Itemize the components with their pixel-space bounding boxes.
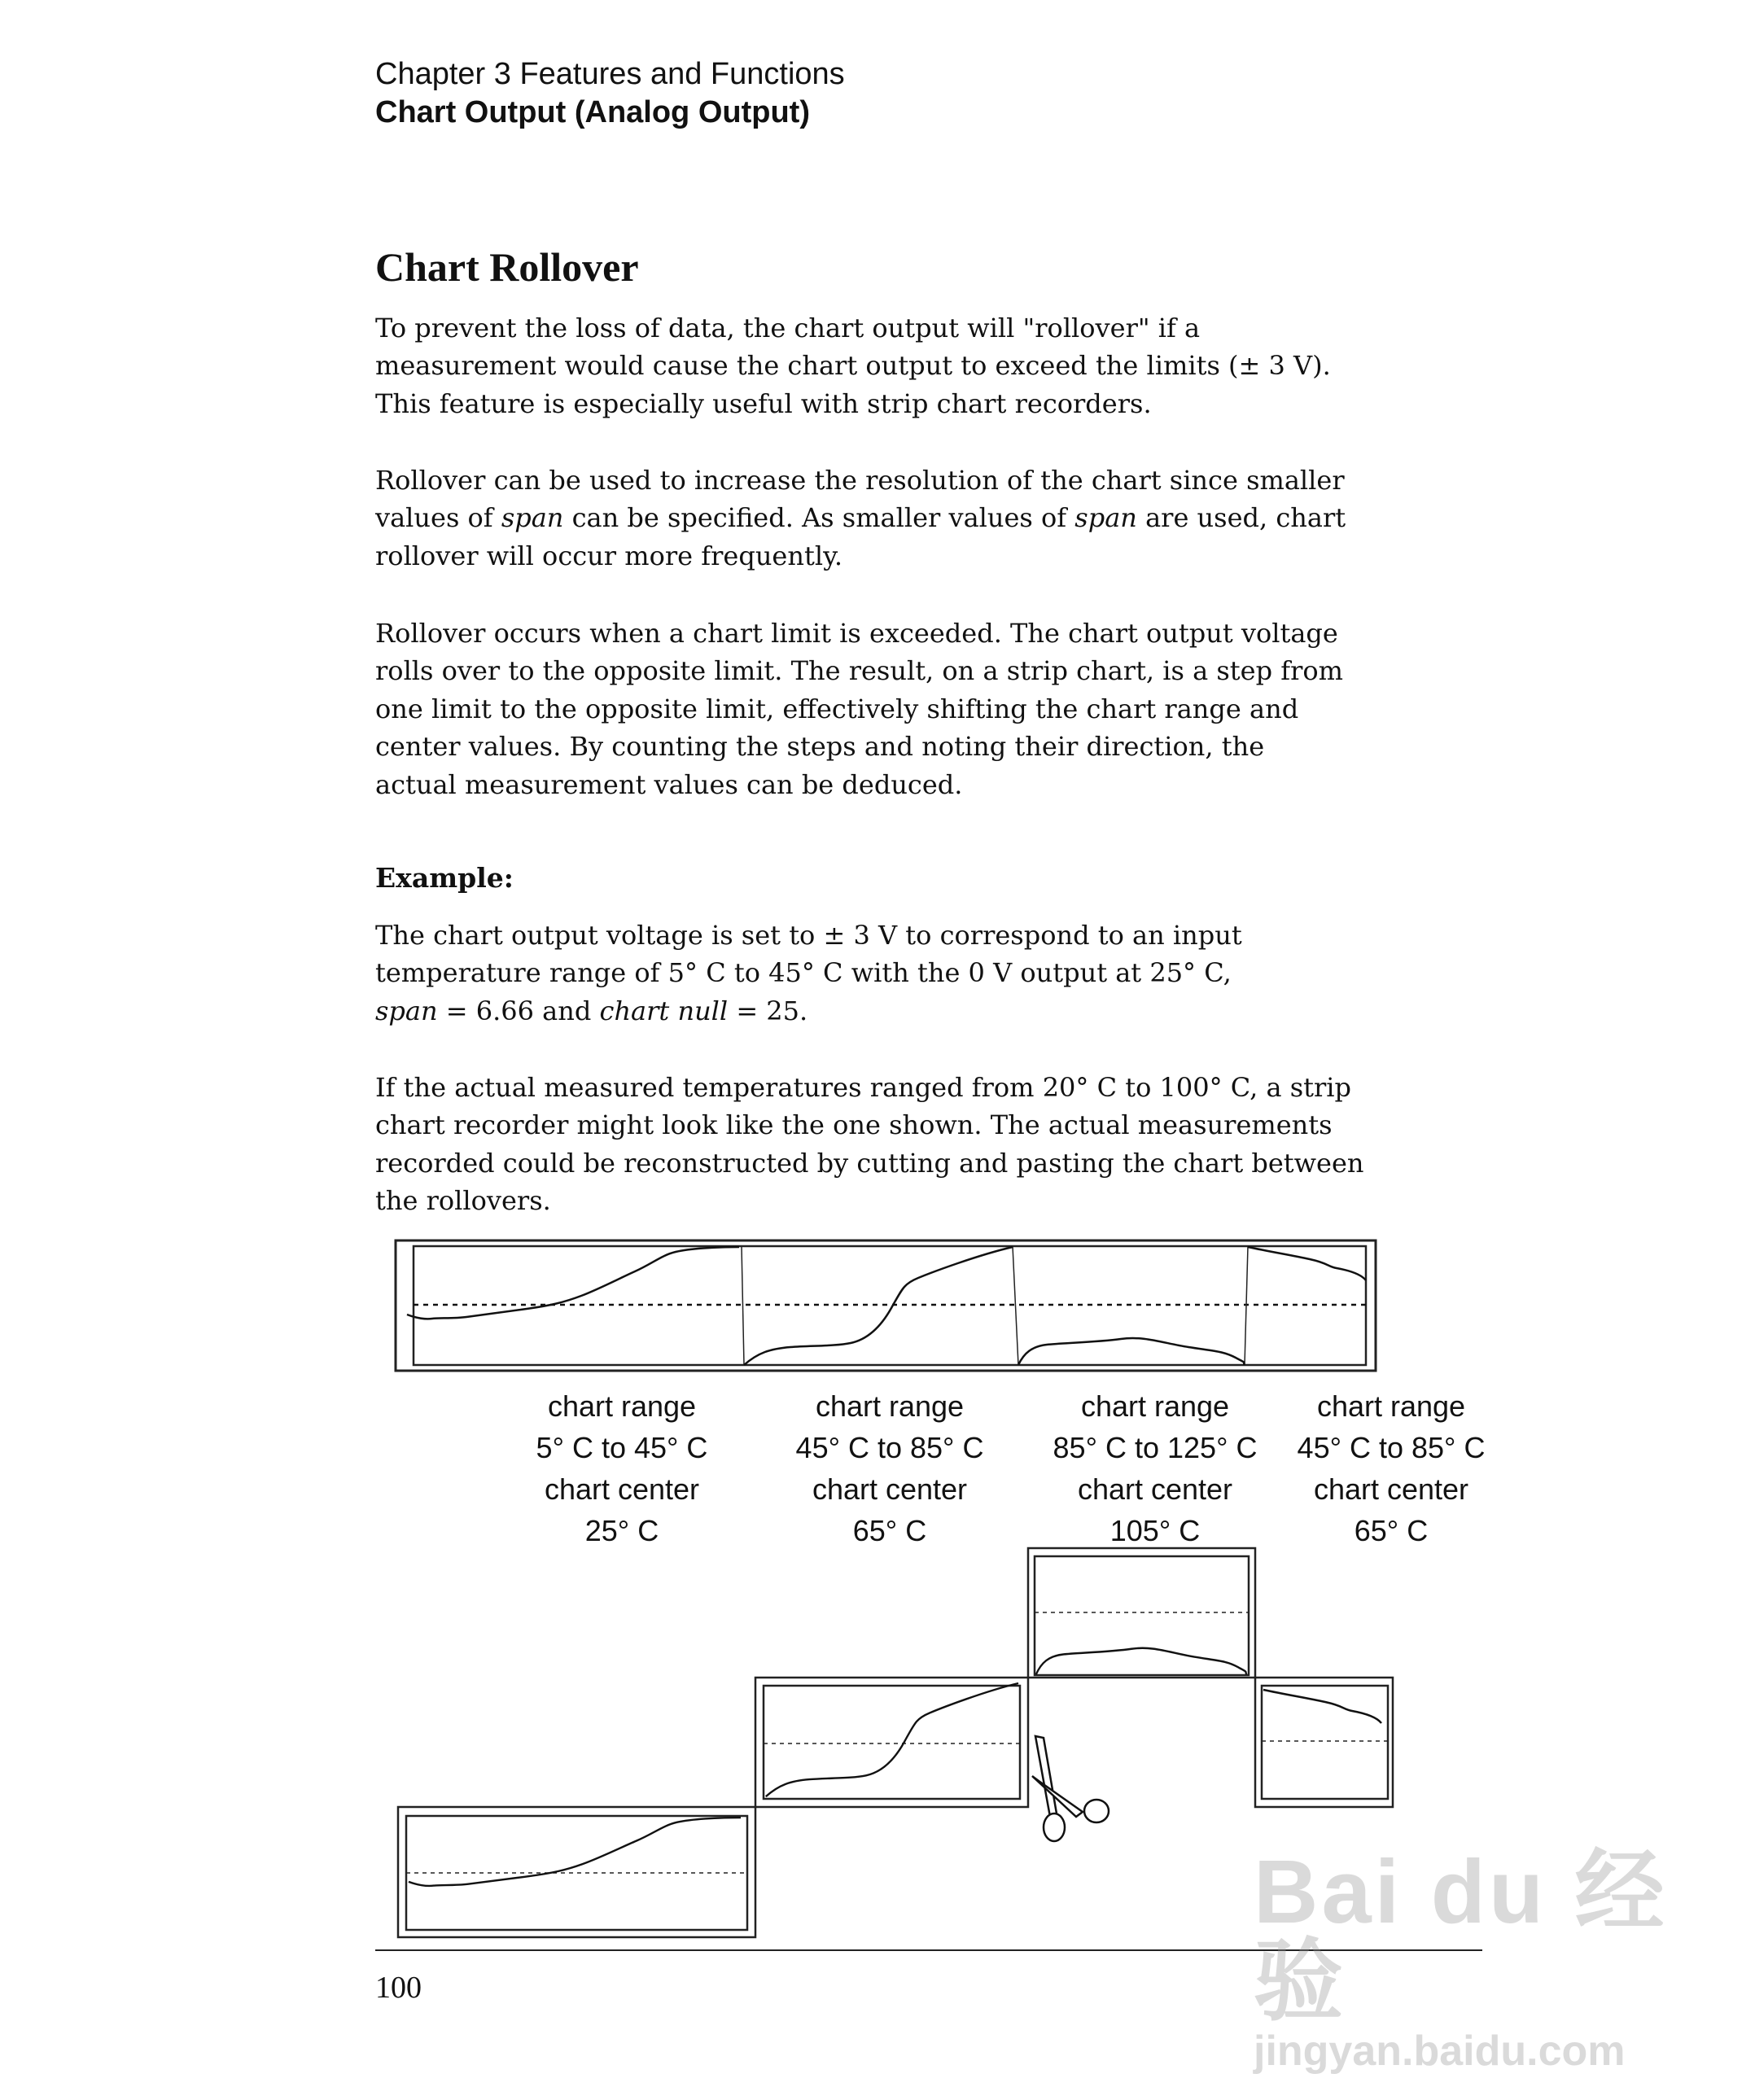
chapter-header: Chapter 3 Features and Functions xyxy=(375,57,845,91)
italic-term: span xyxy=(1074,502,1137,534)
segment-center-label: chart center xyxy=(812,1472,968,1506)
text-run: The chart output voltage is set to ± 3 V to correspond to an input xyxy=(375,920,1242,951)
segment-center: 65° C xyxy=(852,1514,927,1547)
pasted-piece-3 xyxy=(1028,1548,1255,1678)
pasted-piece-4 xyxy=(1255,1678,1393,1807)
pasted-piece-2 xyxy=(755,1678,1028,1807)
segment-center: 25° C xyxy=(584,1514,659,1547)
text-run: = 6.66 and xyxy=(437,995,600,1026)
segment-range-label: chart range xyxy=(547,1389,697,1423)
trace-segment-3 xyxy=(1018,1338,1245,1365)
text-run: actual measurement values can be deduced. xyxy=(375,768,963,800)
text-run: rolls over to the opposite limit. The result, on a strip chart, is a step from xyxy=(375,655,1343,687)
segment-4-labels xyxy=(1269,1385,1513,1551)
segment-1-labels xyxy=(500,1385,744,1551)
text-run: center values. By counting the steps and noting their direction, the xyxy=(375,731,1265,763)
segment-center: 105° C xyxy=(1109,1514,1201,1547)
segment-range-label: chart range xyxy=(1080,1389,1230,1423)
segment-3-labels xyxy=(1033,1385,1277,1551)
text-run: rollover will occur more frequently. xyxy=(375,540,843,571)
page-title: Chart Rollover xyxy=(375,244,639,290)
italic-term: span xyxy=(501,502,564,534)
text-run: can be specified. As smaller values of xyxy=(563,502,1075,534)
segment-center-label: chart center xyxy=(1313,1472,1469,1506)
text-run: = 25. xyxy=(728,995,808,1026)
text-run: Rollover can be used to increase the resolution of the chart since smaller xyxy=(375,465,1345,496)
text-run: one limit to the opposite limit, effectively shifting the chart range and xyxy=(375,693,1299,724)
italic-term: chart null xyxy=(599,995,729,1026)
text-run: are used, chart xyxy=(1136,502,1346,534)
segment-range: 45° C to 85° C xyxy=(1297,1431,1486,1464)
segment-range-label: chart range xyxy=(815,1389,965,1423)
text-run: If the actual measured temperatures ranged from 20° C to 100° C, a strip xyxy=(375,1072,1352,1103)
segment-center: 65° C xyxy=(1354,1514,1429,1547)
segment-range: 85° C to 125° C xyxy=(1053,1431,1258,1464)
text-run: recorded could be reconstructed by cutting and pasting the chart between xyxy=(375,1147,1364,1179)
example-heading: Example: xyxy=(375,862,514,894)
segment-range: 5° C to 45° C xyxy=(536,1431,708,1464)
trace-segment-1 xyxy=(407,1247,739,1319)
rollover-step xyxy=(742,1246,744,1365)
text-run: the rollovers. xyxy=(375,1185,551,1217)
text-run: This feature is especially useful with strip chart recorders. xyxy=(375,387,1152,419)
page-number: 100 xyxy=(375,1971,422,2005)
trace-segment-2 xyxy=(744,1247,1013,1365)
segment-range-label: chart range xyxy=(1316,1389,1466,1423)
segment-2-labels xyxy=(768,1385,1012,1551)
scissors-icon xyxy=(1032,1736,1109,1841)
segment-center-label: chart center xyxy=(1077,1472,1233,1506)
section-header: Chart Output (Analog Output) xyxy=(375,95,810,129)
text-run: values of xyxy=(375,502,501,534)
segment-center-label: chart center xyxy=(544,1472,700,1506)
text-run: measurement would cause the chart output to exceed the limits (± 3 V). xyxy=(375,350,1331,382)
segment-range: 45° C to 85° C xyxy=(795,1431,984,1464)
trace-segment-4 xyxy=(1248,1247,1366,1280)
text-run: chart recorder might look like the one shown. The actual measurements xyxy=(375,1109,1333,1141)
watermark-logo: Bai du 经验 jingyan.baidu.com xyxy=(1254,1842,1668,2075)
full-strip-chart xyxy=(396,1240,1376,1371)
text-run: To prevent the loss of data, the chart output will "rollover" if a xyxy=(375,313,1201,343)
pasted-piece-1 xyxy=(398,1807,755,1937)
text-run: temperature range of 5° C to 45° C with the 0 V output at 25° C, xyxy=(375,957,1232,989)
text-run: Rollover occurs when a chart limit is exceeded. The chart output voltage xyxy=(375,618,1338,649)
italic-term: span xyxy=(375,995,438,1026)
